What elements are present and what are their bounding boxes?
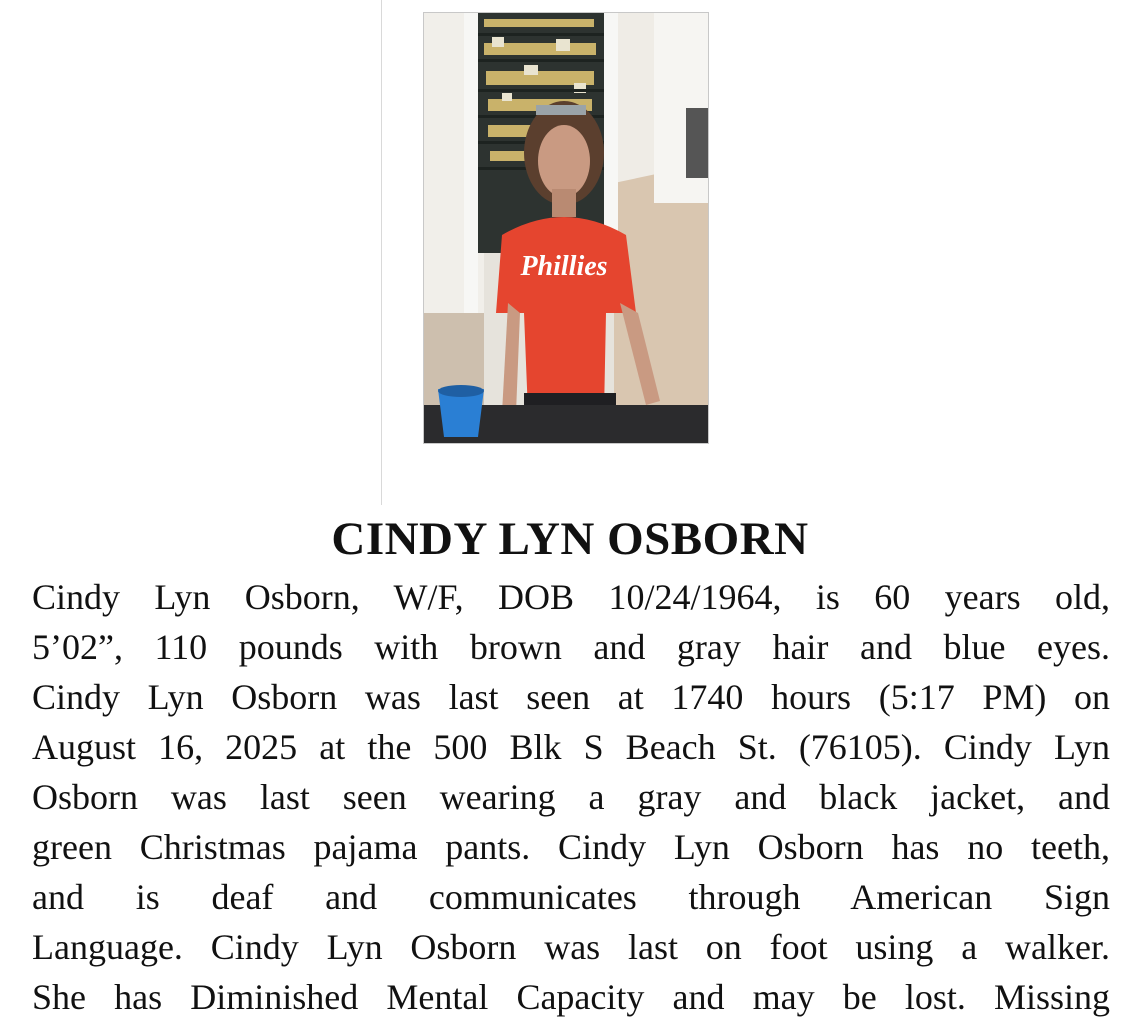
- page-fold-line: [381, 0, 382, 505]
- missing-person-name: CINDY LYN OSBORN: [331, 513, 809, 565]
- description-line: She has Diminished Mental Capacity and may be lost. Missing: [32, 977, 1110, 1017]
- description-line: August 16, 2025 at the 500 Blk S Beach St. (76105). Cindy Lyn: [32, 727, 1110, 767]
- subject-photo: [423, 12, 709, 444]
- description-line: Cindy Lyn Osborn, W/F, DOB 10/24/1964, is 60 years old,: [32, 577, 1110, 617]
- description-paragraph: [32, 572, 1110, 1022]
- description-line: Language. Cindy Lyn Osborn was last on foot using a walker.: [32, 927, 1110, 967]
- description-line: green Christmas pajama pants. Cindy Lyn Osborn has no teeth,: [32, 827, 1110, 867]
- description-line: Cindy Lyn Osborn was last seen at 1740 hours (5:17 PM) on: [32, 677, 1110, 717]
- shirt-logo-text: Phillies: [520, 251, 608, 282]
- description-line: and is deaf and communicates through American Sign: [32, 877, 1110, 917]
- description-line: 5’02”, 110 pounds with brown and gray hair and blue eyes.: [32, 627, 1110, 667]
- description-line: Osborn was last seen wearing a gray and black jacket, and: [32, 777, 1110, 817]
